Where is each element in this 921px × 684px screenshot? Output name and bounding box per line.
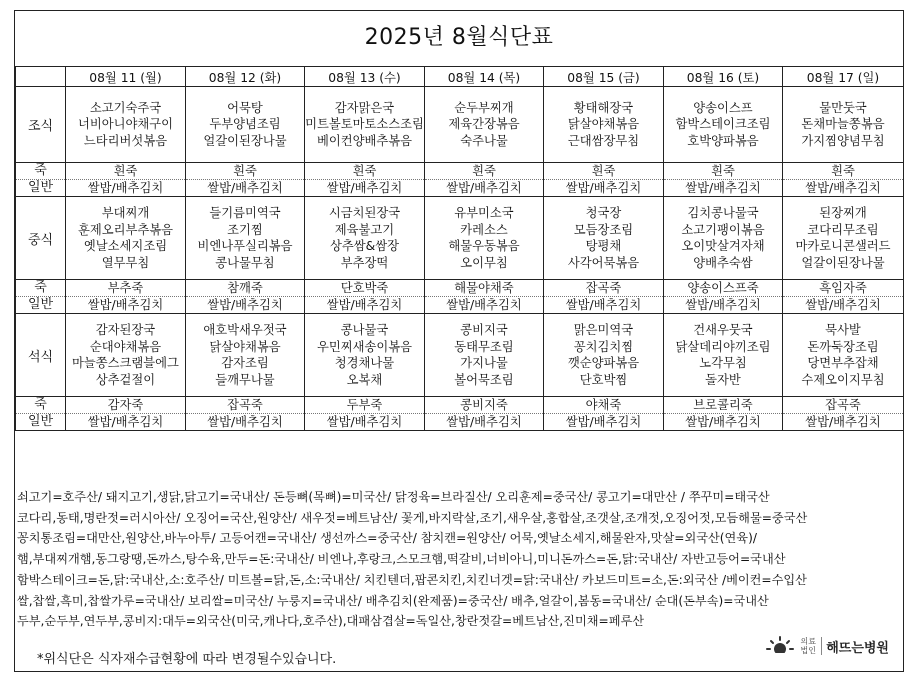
porridge-label: 죽: [16, 397, 66, 414]
dish-item: 김치콩나물국: [687, 206, 759, 220]
sun-logo-icon: [765, 635, 795, 657]
dish-item: 상추겉절이: [95, 372, 156, 387]
dish-item: 사각어묵볶음: [567, 255, 640, 270]
dish-item: 콩비지국: [460, 323, 508, 337]
breakfast-cell: [425, 87, 544, 163]
dish-item: 청경채나물: [334, 356, 395, 370]
dish-item: 가지나물: [460, 356, 508, 370]
general-cell: 쌀밥/배추김치: [783, 414, 904, 431]
dish-item: 양송이스프: [693, 100, 753, 115]
dish-item: 두부양념조림: [209, 117, 281, 132]
general-cell: 쌀밥/배추김치: [186, 414, 305, 431]
header-corner: [16, 67, 66, 87]
dinner-row: [16, 314, 904, 397]
porridge-cell: 콩비지죽: [425, 397, 544, 414]
menu-sheet: [14, 10, 904, 672]
dish-item: 볼어묵조림: [454, 372, 514, 387]
lunch-cell: [664, 197, 783, 280]
menu-table: [15, 66, 904, 431]
dish-item: 마늘쫑스크램블에그: [72, 356, 179, 370]
date-header: 08월 17 (일): [783, 67, 904, 87]
dish-item: 당면부추잡채: [807, 356, 879, 370]
date-header: 08월 16 (토): [664, 67, 783, 87]
general-cell: 쌀밥/배추김치: [783, 297, 904, 314]
dinner-porridge-row: [16, 397, 904, 414]
dish-item: 숙주나물: [460, 133, 508, 148]
dish-item: 우민찌새송이볶음: [316, 339, 413, 354]
dish-item: 비엔나푸실리볶음: [197, 239, 293, 253]
dish-item: 해물우동볶음: [448, 239, 520, 253]
general-cell: 쌀밥/배추김치: [186, 297, 305, 314]
dinner-cell: [186, 314, 305, 397]
dish-item: 오이무침: [460, 255, 508, 270]
lunch-cell: [425, 197, 544, 280]
dish-item: 미트볼토마토소스조림: [305, 117, 424, 132]
dish-item: 카레소스: [460, 222, 508, 237]
general-cell: 쌀밥/배추김치: [544, 414, 664, 431]
dish-item: 소고기숙주국: [89, 100, 162, 115]
dish-item: 깻순양파볶음: [567, 356, 640, 370]
dish-item: 건새우뭇국: [693, 323, 753, 337]
dish-item: 느타리버섯볶음: [83, 133, 168, 148]
origin-line: 두부,순두부,연두부,콩비지:대두=외국산(미국,캐나다,호주산),대패삼겹살=독일산,창란젓갈=베트남산,진미채=페루산: [17, 614, 645, 629]
porridge-cell: 부추죽: [66, 280, 186, 297]
porridge-cell: 해물야채죽: [425, 280, 544, 297]
breakfast-general-row: [16, 180, 904, 197]
origin-info: [17, 487, 901, 632]
dish-item: 부대찌개: [101, 206, 150, 220]
porridge-cell: 흰죽: [425, 163, 544, 180]
origin-line: 쇠고기=호주산/ 돼지고기,생닭,닭고기=국내산/ 돈등뼈(목뼈)=미국산/ 닭정육=브라질산/ 오리훈제=중국산/ 콩고기=대만산 / 쭈꾸미=태국산: [17, 490, 770, 504]
porridge-cell: 흰죽: [66, 163, 186, 180]
porridge-cell: 야채죽: [544, 397, 664, 414]
dish-item: 옛날소세지조림: [83, 239, 168, 253]
general-cell: 쌀밥/배추김치: [664, 297, 783, 314]
dish-item: 유부미소국: [454, 206, 514, 220]
porridge-cell: 감자죽: [66, 397, 186, 414]
dish-item: 들기름미역국: [209, 206, 281, 220]
dish-item: 꽁치김치찜: [573, 339, 634, 354]
dish-item: 감자조림: [221, 356, 269, 370]
dish-item: 너비아니야채구이: [77, 117, 174, 132]
porridge-label: 죽: [16, 280, 66, 297]
logo-hospital-name: 해뜨는병원: [826, 640, 889, 656]
breakfast-cell: [186, 87, 305, 163]
dish-item: 닭살데리야끼조림: [675, 339, 771, 354]
menu-notice: *위식단은 식자재수급현황에 따라 변경될수있습니다.: [37, 652, 337, 667]
origin-line: 코다리,동태,명란젓=러시아산/ 오징어=국산,원양산/ 새우젓=베트남산/ 꽃게,바지락살,조기,새우살,홍합살,조갯살,조개젓,오징어젓,모듬해물=중국산: [17, 510, 808, 525]
dish-item: 베이컨양배추볶음: [316, 133, 413, 148]
dish-item: 소고기팽이볶음: [681, 222, 765, 237]
dish-item: 열무무침: [101, 255, 150, 270]
dinner-cell: [66, 314, 186, 397]
lunch-cell: [783, 197, 904, 280]
breakfast-cell: [66, 87, 186, 163]
dish-item: 황태해장국: [573, 100, 634, 115]
general-cell: 쌀밥/배추김치: [425, 414, 544, 431]
porridge-cell: 양송이스프죽: [664, 280, 783, 297]
general-cell: 쌀밥/배추김치: [66, 180, 186, 197]
dish-item: 훈제오리부추볶음: [77, 222, 174, 237]
porridge-cell: 흰죽: [305, 163, 425, 180]
dish-item: 제육불고기: [334, 222, 395, 237]
porridge-cell: 흑임자죽: [783, 280, 904, 297]
porridge-label: 죽: [16, 163, 66, 180]
date-header: 08월 12 (화): [186, 67, 305, 87]
dish-item: 돈채마늘쫑볶음: [801, 117, 885, 132]
general-label: 일반: [16, 297, 66, 314]
dish-item: 근대쌈장무침: [567, 133, 640, 148]
dish-item: 돌자반: [705, 372, 741, 387]
origin-line: 쌀,찹쌀,흑미,찹쌀가루=국내산/ 보리쌀=미국산/ 누룽지=국내산/ 배추김치(완제품)=중국산/ 배추,얼갈이,봄동=국내산/ 순대(돈부속)=국내산: [17, 593, 769, 608]
dish-item: 물만둣국: [819, 100, 867, 115]
general-cell: 쌀밥/배추김치: [783, 180, 904, 197]
lunch-label: 중식: [16, 197, 66, 280]
origin-line: 함박스테이크=돈,닭:국내산,소:호주산/ 미트볼=닭,돈,소:국내산/ 치킨텐더,팝콘치킨,치킨너겟=닭:국내산/ 카보드미트=소,돈:외국산 /베이컨=수입산: [17, 572, 807, 587]
general-cell: 쌀밥/배추김치: [544, 297, 664, 314]
breakfast-cell: [664, 87, 783, 163]
porridge-cell: 흰죽: [544, 163, 664, 180]
porridge-cell: 흰죽: [186, 163, 305, 180]
dish-item: 맑은미역국: [573, 323, 634, 337]
dish-item: 얼갈이된장나물: [203, 133, 287, 148]
porridge-cell: 단호박죽: [305, 280, 425, 297]
dinner-cell: [425, 314, 544, 397]
dish-item: 묵사발: [825, 323, 861, 337]
dish-item: 동태무조림: [454, 339, 514, 354]
dish-item: 시금치된장국: [328, 206, 401, 220]
logo-corp-text: 의료법인: [800, 637, 816, 655]
general-cell: 쌀밥/배추김치: [664, 414, 783, 431]
dish-item: 순두부찌개: [454, 100, 514, 115]
porridge-cell: 두부죽: [305, 397, 425, 414]
dish-item: 부추장떡: [340, 255, 389, 270]
general-cell: 쌀밥/배추김치: [66, 414, 186, 431]
general-cell: 쌀밥/배추김치: [544, 180, 664, 197]
logo-divider: [821, 637, 822, 655]
breakfast-porridge-row: [16, 163, 904, 180]
dish-item: 상추쌈&쌈장: [330, 239, 399, 253]
dish-item: 오복채: [346, 372, 383, 387]
lunch-row: [16, 197, 904, 280]
general-cell: 쌀밥/배추김치: [305, 297, 425, 314]
general-cell: 쌀밥/배추김치: [664, 180, 783, 197]
dish-item: 콩나물국: [340, 323, 389, 337]
dish-item: 수제오이지무침: [801, 372, 885, 387]
general-label: 일반: [16, 180, 66, 197]
page-title: 2025년 8월식단표: [364, 25, 554, 50]
dish-item: 마카로니콘샐러드: [795, 239, 891, 253]
dish-item: 제육간장볶음: [448, 117, 520, 132]
date-header: 08월 11 (월): [66, 67, 186, 87]
dish-item: 돈까둑장조림: [807, 339, 879, 354]
date-header: 08월 14 (목): [425, 67, 544, 87]
lunch-cell: [305, 197, 425, 280]
lunch-porridge-row: [16, 280, 904, 297]
dish-item: 호박양파볶음: [687, 133, 759, 148]
porridge-cell: 흰죽: [664, 163, 783, 180]
breakfast-cell: [783, 87, 904, 163]
dish-item: 양배추숙쌈: [693, 255, 753, 270]
general-cell: 쌀밥/배추김치: [305, 180, 425, 197]
dish-item: 들깨무나물: [215, 372, 275, 387]
lunch-cell: [544, 197, 664, 280]
dish-item: 단호박찜: [579, 372, 628, 387]
general-cell: 쌀밥/배추김치: [425, 180, 544, 197]
dish-item: 얼갈이된장나물: [801, 255, 885, 270]
breakfast-row: [16, 87, 904, 163]
origin-line: 꽁치통조림=대만산,원양산,바누아투/ 고등어캔=국내산/ 생선까스=중국산/ 참치캔=원양산/ 어묵,옛날소세지,해물완자,맛살=외국산(연육)/: [17, 531, 757, 546]
lunch-cell: [186, 197, 305, 280]
breakfast-cell: [305, 87, 425, 163]
general-cell: 쌀밥/배추김치: [66, 297, 186, 314]
porridge-cell: 흰죽: [783, 163, 904, 180]
dinner-cell: [664, 314, 783, 397]
general-cell: 쌀밥/배추김치: [305, 414, 425, 431]
dish-item: 애호박새우젓국: [203, 323, 287, 337]
hospital-logo: [765, 635, 889, 657]
dinner-cell: [783, 314, 904, 397]
dish-item: 오이맛살겨자채: [681, 239, 765, 253]
dinner-cell: [305, 314, 425, 397]
dinner-cell: [544, 314, 664, 397]
dish-item: 닭살야채볶음: [209, 339, 281, 354]
porridge-cell: 잡곡죽: [544, 280, 664, 297]
general-cell: 쌀밥/배추김치: [186, 180, 305, 197]
lunch-general-row: [16, 297, 904, 314]
dish-item: 가지찜양념무침: [801, 133, 885, 148]
date-header-row: [16, 67, 904, 87]
porridge-cell: 잡곡죽: [783, 397, 904, 414]
dish-item: 청국장: [585, 206, 622, 220]
dish-item: 모듬장조림: [573, 222, 634, 237]
dish-item: 조기찜: [227, 222, 263, 237]
dish-item: 감자맑은국: [334, 100, 395, 115]
general-cell: 쌀밥/배추김치: [425, 297, 544, 314]
dish-item: 감자된장국: [95, 323, 156, 337]
origin-line: 햄,부대찌개햄,동그랑땡,돈까스,탕수육,만두=돈:국내산/ 비엔나,후랑크,스모크햄,떡갈비,너비아니,미니돈까스=돈,닭:국내산/ 자반고등어=국내산: [17, 552, 786, 567]
lunch-cell: [66, 197, 186, 280]
dish-item: 어묵탕: [227, 100, 263, 115]
porridge-cell: 브로콜리죽: [664, 397, 783, 414]
dish-item: 코다리무조림: [807, 222, 879, 237]
porridge-cell: 참깨죽: [186, 280, 305, 297]
breakfast-cell: [544, 87, 664, 163]
dish-item: 닭살야채볶음: [567, 117, 640, 132]
general-label: 일반: [16, 414, 66, 431]
dish-item: 콩나물무침: [215, 255, 275, 270]
dish-item: 순대야채볶음: [89, 339, 162, 354]
dinner-general-row: [16, 414, 904, 431]
dish-item: 된장찌개: [819, 206, 867, 220]
dinner-label: 석식: [16, 314, 66, 397]
breakfast-label: 조식: [16, 87, 66, 163]
dish-item: 노각무침: [699, 356, 747, 370]
porridge-cell: 잡곡죽: [186, 397, 305, 414]
dish-item: 함박스테이크조림: [675, 117, 771, 132]
date-header: 08월 13 (수): [305, 67, 425, 87]
dish-item: 탕평채: [585, 239, 622, 253]
date-header: 08월 15 (금): [544, 67, 664, 87]
